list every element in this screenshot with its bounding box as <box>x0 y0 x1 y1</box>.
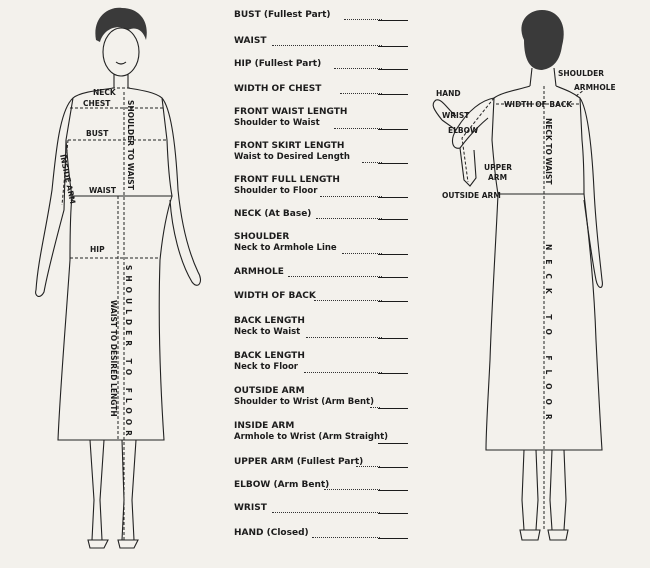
neck-blank[interactable] <box>378 219 408 220</box>
back-length-floor-blank[interactable] <box>378 373 408 374</box>
front-skirt-length-blank[interactable] <box>378 163 408 164</box>
measurement-row-wrist <box>234 503 412 513</box>
measurement-row-armhole <box>234 267 412 277</box>
front-hip-label: HIP <box>90 245 105 254</box>
back-hair <box>521 10 563 70</box>
hip-blank[interactable] <box>378 69 408 70</box>
row-label: WIDTH OF CHEST <box>234 84 322 94</box>
wrist-blank[interactable] <box>378 513 408 514</box>
inside-arm-blank[interactable] <box>378 443 408 444</box>
row-sublabel: Shoulder to Waist <box>234 118 320 128</box>
front-chest-label: CHEST <box>83 99 111 108</box>
front-hair <box>95 8 146 42</box>
back-upper-arm-label-1: UPPER <box>484 163 512 172</box>
row-label: INSIDE ARM <box>234 421 295 431</box>
row-label: NECK (At Base) <box>234 209 312 219</box>
measurement-row-bust <box>234 10 412 20</box>
row-label: OUTSIDE ARM <box>234 386 305 396</box>
measurement-row-elbow <box>234 480 412 490</box>
measurement-row-inside-arm <box>234 421 412 442</box>
back-length-waist-blank[interactable] <box>378 338 408 339</box>
bust-blank[interactable] <box>378 20 408 21</box>
row-label: FRONT WAIST LENGTH <box>234 107 348 117</box>
measurement-row-waist <box>234 36 412 46</box>
measurement-row-front-skirt-length <box>234 141 412 162</box>
width-of-back-blank[interactable] <box>378 301 408 302</box>
armhole-blank[interactable] <box>378 277 408 278</box>
row-sublabel: Armhole to Wrist (Arm Straight) <box>234 432 389 442</box>
row-label: WIDTH OF BACK <box>234 291 316 301</box>
measurement-rows <box>234 0 412 568</box>
shoulder-blank[interactable] <box>378 254 408 255</box>
row-sublabel: Neck to Armhole Line <box>234 243 337 253</box>
row-label: BUST (Fullest Part) <box>234 10 331 20</box>
back-width-of-back-label: WIDTH OF BACK <box>504 100 573 109</box>
back-wrist-label: WRIST <box>442 111 470 120</box>
row-label: HAND (Closed) <box>234 528 309 538</box>
measurement-row-hip <box>234 59 412 69</box>
back-armhole-label: ARMHOLE <box>574 83 616 92</box>
upper-arm-blank[interactable] <box>378 467 408 468</box>
row-label: FRONT FULL LENGTH <box>234 175 340 185</box>
row-label: BACK LENGTH <box>234 316 305 326</box>
front-waist-length-blank[interactable] <box>378 129 408 130</box>
measurement-row-hand <box>234 528 412 538</box>
measurement-row-upper-arm <box>234 457 412 467</box>
back-figure <box>412 0 650 568</box>
front-bust-label: BUST <box>86 129 109 138</box>
row-label: BACK LENGTH <box>234 351 305 361</box>
measurement-row-neck <box>234 209 412 219</box>
row-sublabel: Waist to Desired Length <box>234 152 350 162</box>
row-label: HIP (Fullest Part) <box>234 59 322 69</box>
hand-blank[interactable] <box>378 538 408 539</box>
back-outside-arm-label: OUTSIDE ARM <box>442 191 501 200</box>
front-bodice-outline <box>66 88 172 196</box>
measurement-row-shoulder <box>234 232 412 253</box>
measurement-row-back-length-waist <box>234 316 412 337</box>
front-face <box>103 28 139 76</box>
row-sublabel: Neck to Waist <box>234 327 301 337</box>
measurement-row-outside-arm <box>234 386 412 407</box>
row-sublabel: Shoulder to Floor <box>234 186 318 196</box>
waist-blank[interactable] <box>378 46 408 47</box>
measurement-row-back-length-floor <box>234 351 412 372</box>
measurement-row-front-waist-length <box>234 107 412 128</box>
front-full-length-blank[interactable] <box>378 197 408 198</box>
row-label: ARMHOLE <box>234 267 284 277</box>
back-neck-to-floor-label: NECK TO FLOOR <box>544 244 553 429</box>
back-upper-arm-label-2: ARM <box>488 173 508 182</box>
row-label: WRIST <box>234 503 267 513</box>
back-shoulder-label: SHOULDER <box>558 69 605 78</box>
front-figure <box>0 0 230 568</box>
outside-arm-blank[interactable] <box>378 408 408 409</box>
row-label: ELBOW (Arm Bent) <box>234 480 330 490</box>
back-bent-arm <box>453 98 494 148</box>
measurement-row-width-of-back <box>234 291 412 301</box>
back-neck-to-waist-label: NECK TO WAIST <box>544 118 553 185</box>
row-label: UPPER ARM (Fullest Part) <box>234 457 364 467</box>
back-hand-label: HAND <box>436 89 461 98</box>
row-label: FRONT SKIRT LENGTH <box>234 141 345 151</box>
row-label: WAIST <box>234 36 267 46</box>
front-shoulder-to-waist-label: SHOULDER TO WAIST <box>126 100 135 190</box>
measurement-row-front-full-length <box>234 175 412 196</box>
front-legs <box>90 440 136 540</box>
row-sublabel: Neck to Floor <box>234 362 298 372</box>
front-shoulder-to-floor-label: SHOULDER TO FLOOR <box>124 265 133 441</box>
back-elbow-label: ELBOW <box>448 126 479 135</box>
front-right-arm <box>162 98 200 285</box>
row-label: SHOULDER <box>234 232 290 242</box>
measurement-row-width-of-chest <box>234 84 412 94</box>
front-waist-label: WAIST <box>89 186 117 195</box>
row-sublabel: Shoulder to Wrist (Arm Bent) <box>234 397 374 407</box>
front-inside-arm-label: INSIDE ARM <box>58 153 78 205</box>
front-waist-to-desired-length-label: WAIST TO DESIRED LENGTH <box>109 300 118 417</box>
elbow-blank[interactable] <box>378 490 408 491</box>
front-neck-label: NECK <box>93 88 116 97</box>
width-of-chest-blank[interactable] <box>378 94 408 95</box>
